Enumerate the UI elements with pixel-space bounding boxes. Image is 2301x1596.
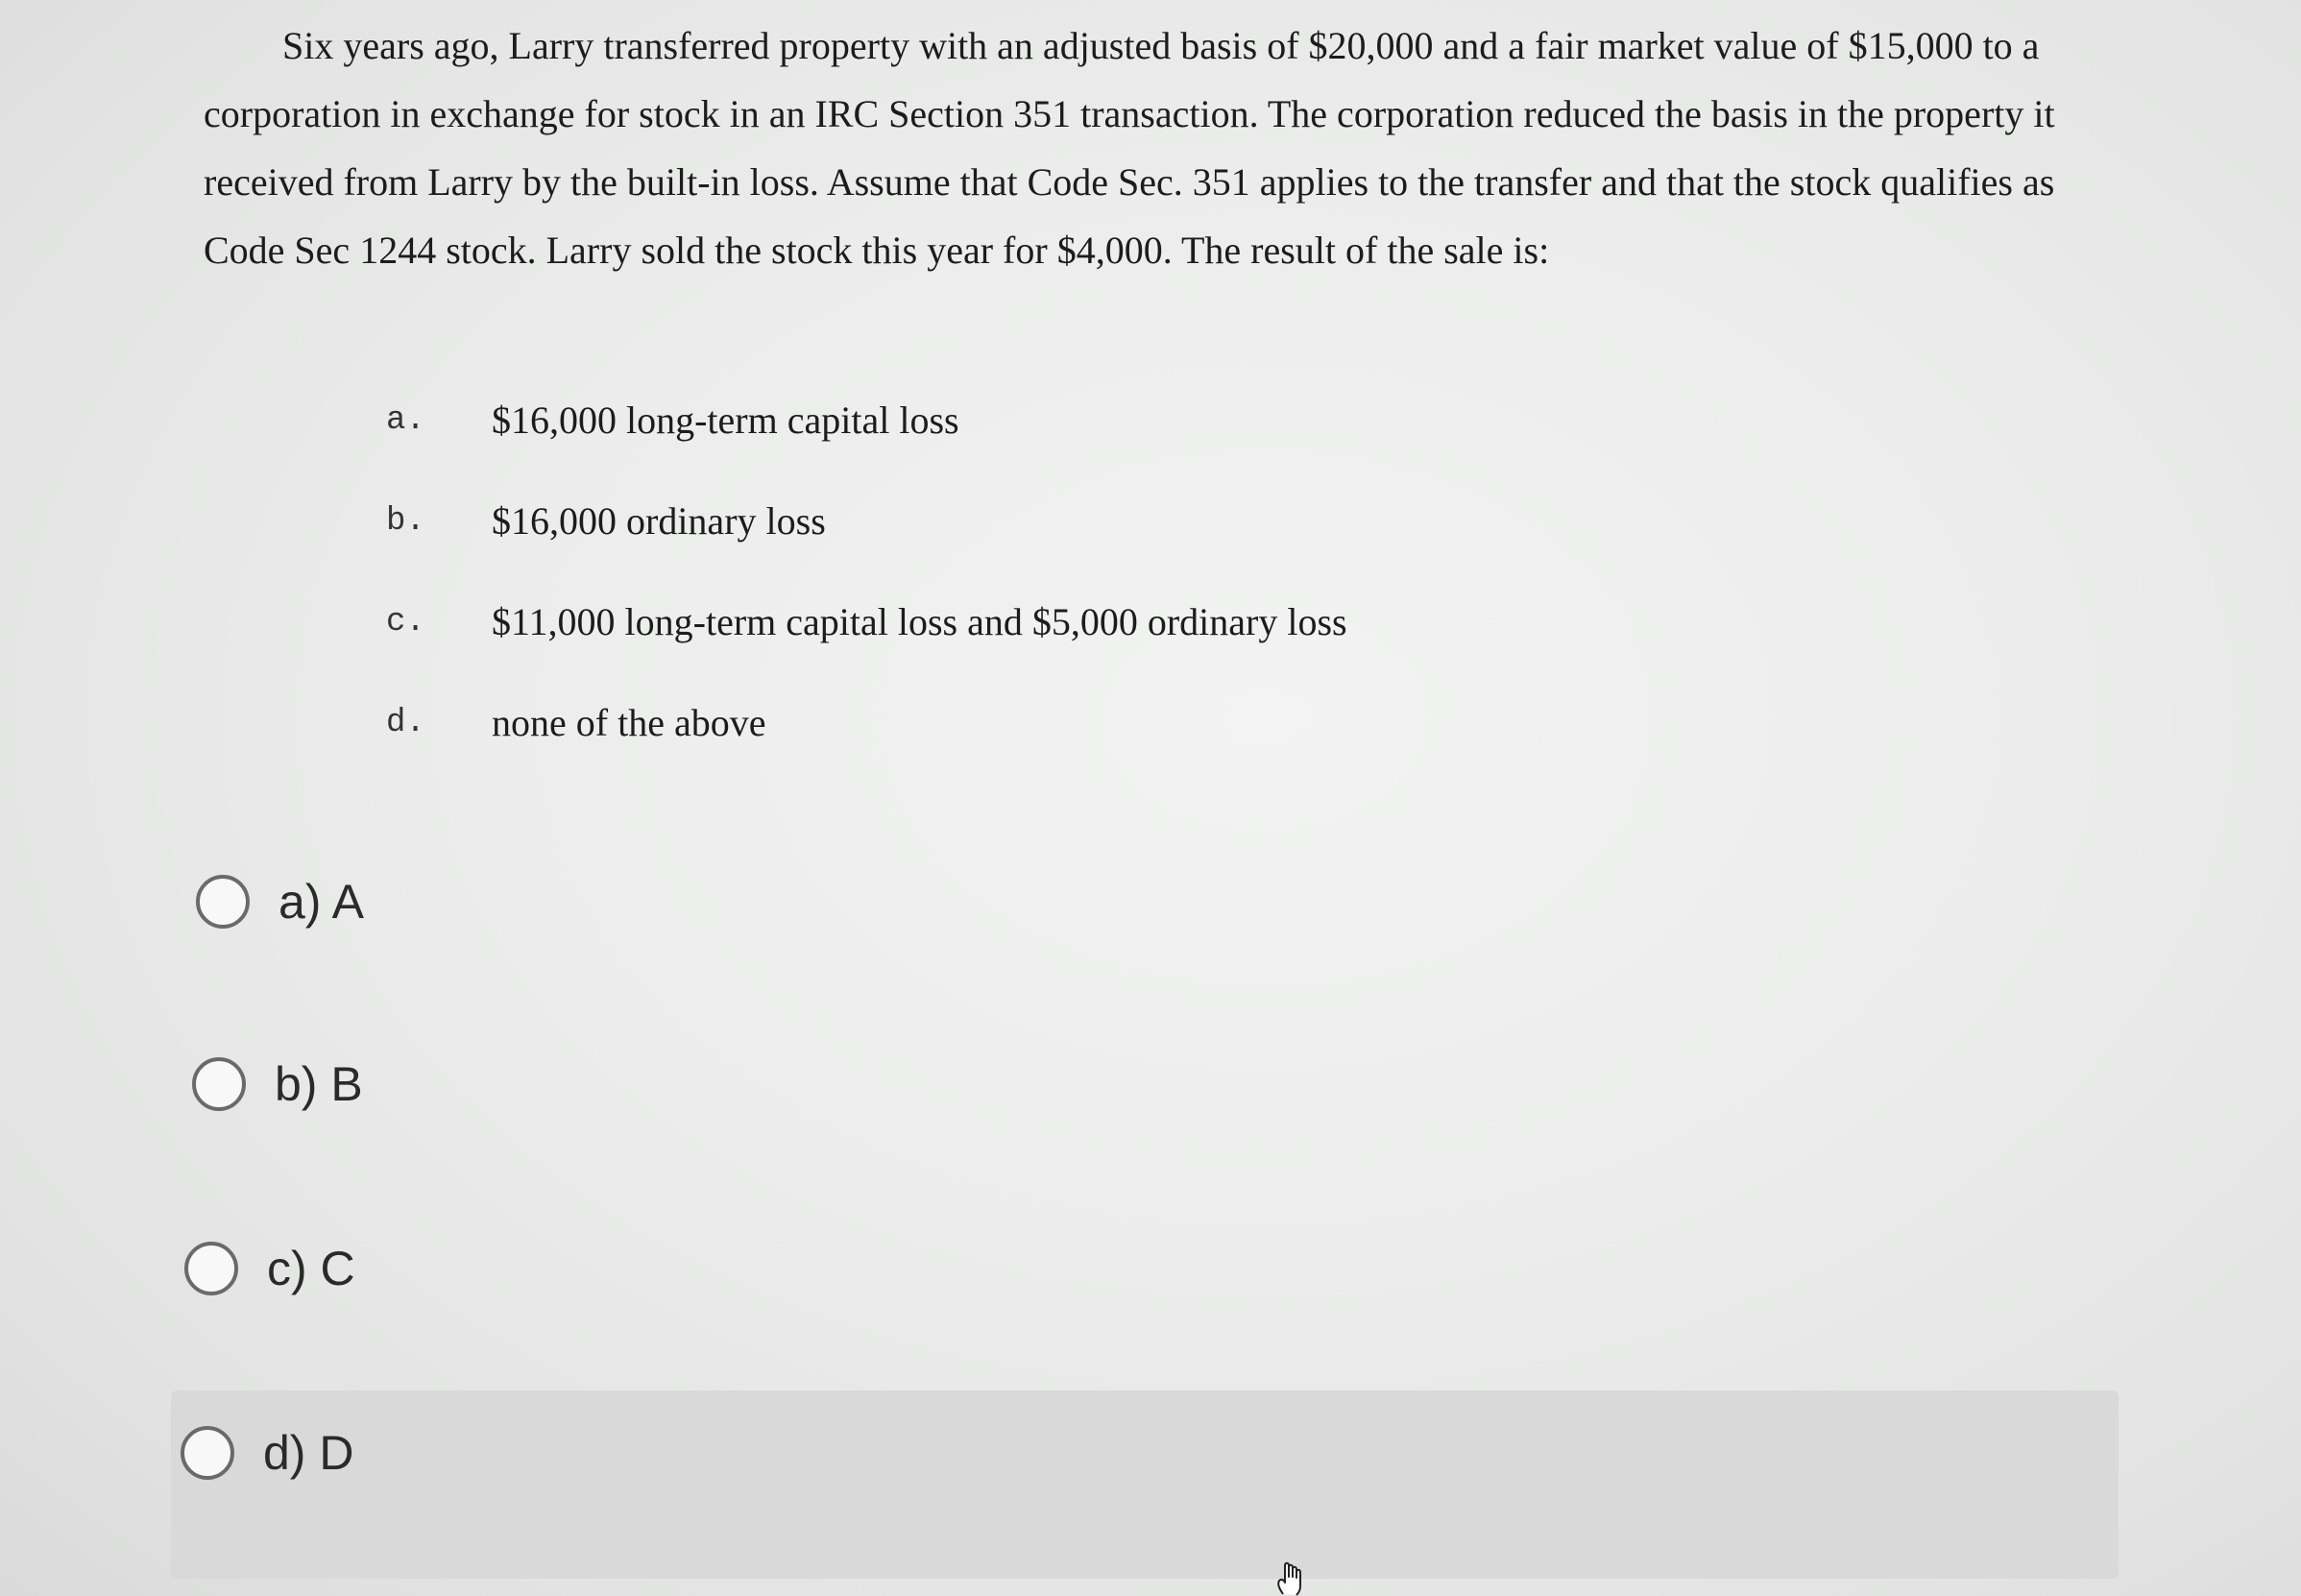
choice-text: $11,000 long-term capital loss and $5,000 ordinary loss [492, 600, 1347, 643]
choice-letter: b. [386, 503, 425, 540]
radio-button-icon[interactable] [184, 1242, 238, 1295]
choices-list [375, 394, 1347, 797]
hand-pointer-icon [1273, 1560, 1320, 1596]
choice-a [375, 394, 1347, 495]
choice-letter: d. [386, 705, 425, 741]
answer-option-a[interactable] [196, 874, 364, 930]
radio-button-icon[interactable] [192, 1057, 246, 1111]
hover-highlight-row [171, 1390, 2119, 1579]
question-text: Six years ago, Larry transferred property with an adjusted basis of $20,000 and a fair market value of $15,000 to a corporation in exchange for stock in an IRC Section 351 transaction. The corporation reduced the basis in the property it received from Larry by the built-in loss. Assume that Code Sec. 351 applies to the transfer and that the stock qualifies as Code Sec 1244 stock. Larry sold the stock this year for $4,000. The result of the sale is: [204, 24, 2055, 272]
choice-d [375, 696, 1347, 797]
choice-text: none of the above [492, 701, 766, 744]
choice-text: $16,000 ordinary loss [492, 499, 826, 543]
choice-letter: c. [386, 604, 425, 641]
answer-option-c[interactable] [184, 1241, 355, 1296]
answer-label: a) A [279, 875, 364, 929]
answer-label: b) B [275, 1057, 363, 1111]
radio-button-icon[interactable] [181, 1426, 234, 1480]
choice-letter: a. [386, 402, 425, 439]
answer-option-b[interactable] [192, 1056, 363, 1112]
answer-label: c) C [267, 1242, 355, 1295]
choice-c [375, 595, 1347, 696]
answer-option-d[interactable] [181, 1425, 353, 1481]
choice-text: $16,000 long-term capital loss [492, 399, 959, 442]
radio-button-icon[interactable] [196, 875, 250, 929]
answer-label: d) D [263, 1426, 354, 1480]
choice-b [375, 495, 1347, 595]
